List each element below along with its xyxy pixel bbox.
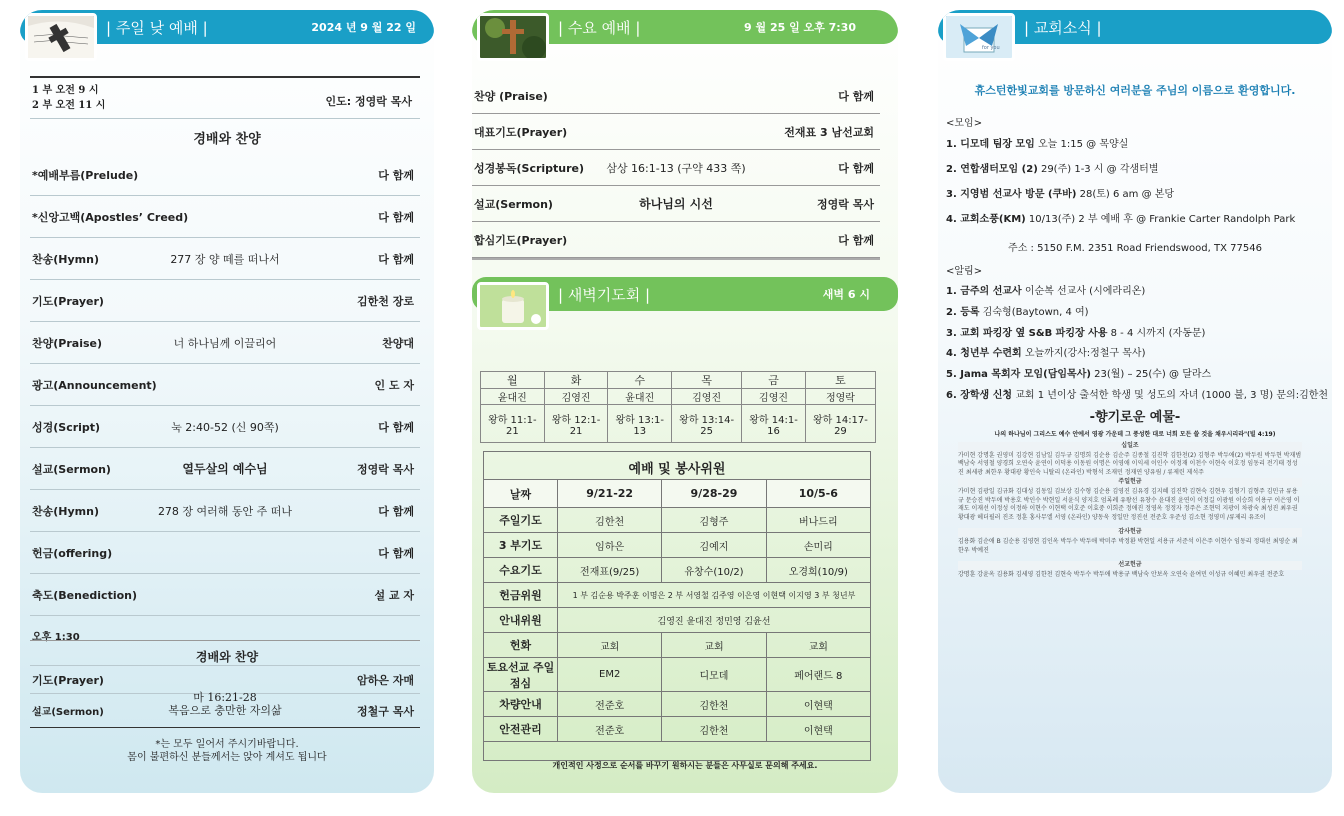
service-time-1: 1 부 오전 9 시 [32, 85, 99, 96]
afternoon-prayer-row [30, 666, 420, 694]
worship-leader: 인도: 정영락 목사 [325, 95, 412, 108]
dawn-day-cell: 화 [544, 372, 608, 389]
row-label: 찬송(Hymn) [32, 252, 99, 266]
dawn-schedule-table [480, 371, 876, 443]
committee-row [484, 583, 871, 608]
news-item-detail: 23(월) – 25(수) @ 달라스 [1090, 369, 1212, 381]
row-leader: 김한천 장로 [357, 294, 414, 308]
dawn-text-cell: 왕하 11:1-21 [481, 405, 545, 443]
row-content: 눅 2:40-52 (신 90쪽) [171, 420, 279, 434]
order-row [30, 196, 420, 238]
dawn-leader-cell: 김영진 [544, 389, 608, 405]
news-item-detail: 8 - 4 시까지 (자동문) [1107, 327, 1206, 339]
committee-member: 김한천 [558, 508, 662, 533]
dawn-text-cell: 왕하 14:17-29 [805, 405, 875, 443]
committee-row [484, 717, 871, 742]
dawn-text-cell: 왕하 12:1-21 [544, 405, 608, 443]
row-leader: 정영락 목사 [357, 462, 414, 476]
dawn-day-cell: 목 [672, 372, 742, 389]
row-content: 삼상 16:1-13 (구약 433 쪽) [606, 161, 746, 175]
wednesday-order-row [472, 150, 880, 186]
row-leader: 다 함께 [378, 210, 414, 224]
tithe-names: 가미현 강명훈 권영미 김강현 김남일 김두규 김명희 김순용 김순주 김종철 김진학 김한천(2) 김형주 박두애(2) 박두원 박두현 박재범 백남숙 서영철 양경희 오연숙 윤연이 이덕용 이동원 이명은 이영애 이익세 이인수 이정재 이천수 이현숙 이호정 임동리 전기태 정성진 최세광 최한우 황대광 황인숙 니탈리 (온라인) 박형석 조재민 정재연 양유림 / 류제린 제석주 [958, 451, 1302, 476]
committee-role: 안내위원 [484, 608, 558, 633]
news-item [946, 365, 1211, 380]
committee-member: 임하은 [558, 533, 662, 558]
row-label: 축도(Benediction) [32, 588, 138, 602]
news-heading: <알림> [946, 266, 983, 277]
row-content: 열두살의 예수님 [182, 462, 268, 476]
committee-member: 1 부 김순용 박주훈 이명은 2 부 서영철 김주영 이은영 이현택 이지영 3 부 청년부 [558, 583, 871, 608]
service-committee-title: 예배 및 봉사위원 [628, 462, 726, 477]
news-item [946, 303, 1089, 318]
sunday-worship-panel [20, 10, 434, 793]
row-label: 찬양(Praise) [32, 336, 102, 350]
row-label: 합심기도(Prayer) [474, 233, 568, 247]
wednesday-title: | 수요 예배 | [558, 18, 641, 37]
offering-verse: 나의 하나님이 그리스도 예수 안에서 영광 가운데 그 풍성한 대로 너희 모든 쓸 것을 채우시리라"(빌 4:19) [994, 431, 1276, 438]
news-item-title: 1. 금주의 선교사 [946, 286, 1022, 297]
dawn-day-cell: 수 [608, 372, 672, 389]
schedule-change-note: 개인적인 사정으로 순서를 바꾸기 원하시는 분들은 사무실로 문의해 주세요. [552, 761, 818, 770]
committee-role: 수요기도 [484, 558, 558, 583]
dawn-leader-cell: 김영진 [742, 389, 806, 405]
sunday-date: 2024 년 9 월 22 일 [311, 21, 416, 34]
row-content: 278 장 여러해 동안 주 떠나 [157, 504, 293, 518]
committee-role: 토요선교 주일점심 [484, 658, 558, 692]
meetings-heading: <모임> [946, 118, 983, 129]
row-label: 찬송(Hymn) [32, 504, 99, 518]
order-row [30, 574, 420, 616]
row-label: 성경봉독(Scripture) [474, 161, 585, 175]
sunday-offering-names: 가미현 김광일 김규화 김대성 김동일 김보상 김수형 김순용 김영진 김유경 김지혜 김진학 김현숙 김현우 김형기 김형주 김민규 류용규 문승진 박두애 박용호 박인수 박현일 서윤식 양지호 엄록례 유왕선 유창수 윤대진 윤연이 이정길 이광원 이승희 이용구 이은영 이재도 이재선 이정성 이정하 이현수 이현택 이호준 이효중 이희준 정애진 정영옥 정정자 정주은 조현덕 지광이 차광숙 최성진 최우권 황대광 헤더필러 진조 정훈 홍사무엘 서영 (온라인) 양동욱 정일만 정진선 전준호 우준성 김소현 정영미 /류제리 유조이 [958, 487, 1300, 521]
dawn-day-cell: 월 [481, 372, 545, 389]
order-row [30, 532, 420, 574]
committee-member: 이현택 [766, 717, 870, 742]
news-title: | 교회소식 | [1024, 18, 1102, 37]
wednesday-date: 9 월 25 일 오후 7:30 [744, 21, 856, 34]
wooden-cross-image [477, 13, 549, 61]
row-content: 너 하나님께 이끌리어 [173, 336, 277, 350]
news-item-title: 6. 장학생 신청 [946, 390, 1013, 401]
committee-row [484, 533, 871, 558]
news-item-detail: 오늘까지(강사:정철구 목사) [1021, 348, 1146, 360]
sunday-title: | 주일 낮 예배 | [106, 18, 208, 37]
row-leader: 다 함께 [838, 161, 874, 175]
row-leader: 다 함께 [378, 546, 414, 560]
news-item-detail: 김숙형(Baytown, 4 여) [979, 306, 1089, 318]
dawn-leader-cell: 김영진 [672, 389, 742, 405]
committee-row [484, 508, 871, 533]
row-label: 기도(Prayer) [32, 673, 104, 687]
news-item-detail: 교회 1 년이상 출석한 학생 및 성도의 자녀 (1000 불, 3 명) 문의:김한천 [1012, 390, 1329, 401]
row-label: *신앙고백(Apostles’ Creed) [32, 210, 189, 224]
committee-member: 손미리 [766, 533, 870, 558]
committee-member: 유창수(10/2) [662, 558, 766, 583]
news-item [946, 386, 1328, 401]
row-label: 성경(Script) [32, 420, 101, 434]
order-row [30, 490, 420, 532]
news-item-title: 4. 청년부 수련회 [946, 348, 1022, 360]
standing-note: *는 모두 일어서 주시기바랍니다. [155, 739, 299, 750]
top-rule [30, 76, 420, 78]
thanks-offering-names: 김용화 김순애 B 김순용 김영현 김인옥 박두수 박두애 박미주 박정환 박현일 서용규 서준석 이은주 이현수 임동리 정대선 최영순 최한우 박예진 [958, 537, 1298, 554]
committee-member: 이현택 [766, 692, 870, 717]
row-leader: 다 함께 [838, 89, 874, 103]
thanks-offering-heading: 감사헌금 [958, 528, 1302, 537]
committee-member: 페어랜드 8 [766, 658, 870, 692]
meets-item [946, 185, 1174, 200]
row-label: 대표기도(Prayer) [474, 125, 568, 139]
meets-item [946, 210, 1295, 225]
row-label: 찬양 (Praise) [474, 89, 548, 103]
order-row [30, 406, 420, 448]
dawn-text-cell: 왕하 13:1-13 [608, 405, 672, 443]
dawn-leader-cell: 정영락 [805, 389, 875, 405]
committee-member: 교회 [766, 633, 870, 658]
candle-image [477, 282, 549, 330]
offering-title: -향기로운 예물- [1089, 410, 1181, 425]
park-address: 주소 : 5150 F.M. 2351 Road Friendswood, TX 77546 [1008, 243, 1262, 254]
row-label: 헌금(offering) [32, 546, 113, 560]
news-item-title: 3. 교회 파킹장 옆 S&B 파킹장 사용 [946, 327, 1108, 339]
afternoon-praise-heading: 경배와 찬양 [195, 650, 259, 664]
wednesday-order-row [472, 186, 880, 222]
committee-member: 디모데 [662, 658, 766, 692]
wednesday-order-row [472, 114, 880, 150]
sunday-offering-heading: 주일헌금 [958, 478, 1302, 487]
order-row [30, 238, 420, 280]
sermon-title: 복음으로 충만한 자의삶 [168, 704, 282, 717]
tithe-heading: 십일조 [958, 442, 1302, 451]
committee-row [484, 633, 871, 658]
committee-header-cell: 9/21-22 [558, 480, 662, 508]
gift-image [943, 13, 1015, 61]
mission-offering-names: 강명훈 강윤옥 김용화 김세영 김한천 김현숙 박두수 박두애 박용규 백남숙 안보옥 오연숙 윤여민 이성규 이혜민 최우권 전준호 [958, 570, 1285, 578]
row-label: 기도(Prayer) [32, 294, 104, 308]
dawn-leader-cell: 윤대진 [481, 389, 545, 405]
committee-role: 차량안내 [484, 692, 558, 717]
committee-member: 버나드리 [766, 508, 870, 533]
row-label: 설교(Sermon) [32, 707, 104, 718]
committee-role: 헌금위원 [484, 583, 558, 608]
meets-item-detail: 28(토) 6 am @ 본당 [1076, 189, 1175, 200]
meets-item-detail: 29(주) 1-3 시 @ 각샘터별 [1037, 164, 1159, 175]
dawn-text-cell: 왕하 13:14-25 [672, 405, 742, 443]
committee-member: EM2 [558, 658, 662, 692]
committee-role: 3 부기도 [484, 533, 558, 558]
news-item-detail: 이순복 선교사 (시에라리온) [1021, 286, 1146, 297]
committee-member: 전준호 [558, 692, 662, 717]
welcome-message: 휴스턴한빛교회를 방문하신 여러분을 주님의 이름으로 환영합니다. [974, 84, 1296, 97]
row-leader: 설 교 자 [374, 588, 414, 602]
mission-offering-heading: 선교헌금 [958, 561, 1302, 570]
church-news-panel [938, 10, 1332, 793]
committee-header-row [484, 480, 871, 508]
svg-text:for you: for you [982, 45, 1000, 51]
dawn-day-cell: 토 [805, 372, 875, 389]
committee-member: 김영진 윤대진 정민영 김윤선 [558, 608, 871, 633]
afternoon-sermon-row [30, 691, 420, 728]
row-leader: 다 함께 [378, 168, 414, 182]
committee-row [484, 692, 871, 717]
row-leader: 정영락 목사 [817, 197, 874, 211]
committee-row [484, 558, 871, 583]
committee-member: 김형주 [662, 508, 766, 533]
committee-role: 주일기도 [484, 508, 558, 533]
row-label: 광고(Announcement) [32, 378, 157, 392]
row-label: 설교(Sermon) [474, 197, 553, 211]
committee-member: 전준호 [558, 717, 662, 742]
row-leader: 전재표 3 남선교회 [784, 125, 874, 139]
wednesday-order-row [472, 78, 880, 114]
meets-item-title: 2. 연합샘터모임 (2) [946, 164, 1038, 175]
section-divider [472, 258, 880, 260]
meets-item-title: 3. 지영범 선교사 방문 (쿠바) [946, 189, 1077, 200]
meets-item-title: 1. 디모데 팀장 모임 [946, 139, 1035, 150]
committee-header-cell: 날짜 [484, 480, 558, 508]
row-leader: 정철구 목사 [357, 704, 414, 718]
news-item [946, 282, 1145, 297]
meets-item-detail: 10/13(주) 2 부 예배 후 @ Frankie Carter Randolph Park [1025, 214, 1296, 225]
row-leader: 찬양대 [382, 336, 414, 350]
committee-role: 헌화 [484, 633, 558, 658]
order-row [30, 322, 420, 364]
row-leader: 다 함께 [838, 233, 874, 247]
news-item-title: 2. 등록 [946, 306, 980, 318]
dawn-day-cell: 금 [742, 372, 806, 389]
meets-item [946, 160, 1159, 175]
order-row [30, 448, 420, 490]
service-committee-table [483, 479, 871, 742]
meets-item-title: 4. 교회소풍(KM) [946, 214, 1026, 225]
wednesday-worship-panel [472, 10, 898, 793]
sermon-scripture: 마 16:21-28 [193, 691, 257, 704]
row-leader: 다 함께 [378, 420, 414, 434]
committee-member: 김한천 [662, 717, 766, 742]
dawn-time: 새벽 6 시 [822, 288, 870, 301]
committee-header-cell: 10/5-6 [766, 480, 870, 508]
wednesday-order-row [472, 222, 880, 258]
meets-item [946, 135, 1128, 150]
row-leader: 암하은 자매 [357, 673, 414, 687]
news-item-title: 5. Jama 목회자 모임(담임목사) [946, 369, 1091, 381]
order-row [30, 154, 420, 196]
tithe-box [958, 441, 1302, 579]
committee-row [484, 608, 871, 633]
seated-note: 몸이 불편하신 분들께서는 앉아 계셔도 됩니다 [127, 752, 327, 763]
bible-cross-image [25, 13, 97, 61]
dawn-title: | 새벽기도회 | [558, 285, 651, 304]
news-item [946, 324, 1205, 339]
row-leader: 다 함께 [378, 504, 414, 518]
dawn-text-cell: 왕하 14:1-16 [742, 405, 806, 443]
committee-member: 교회 [662, 633, 766, 658]
committee-member: 김예지 [662, 533, 766, 558]
committee-role: 안전관리 [484, 717, 558, 742]
row-content: 하나님의 시선 [639, 197, 713, 211]
committee-row [484, 658, 871, 692]
dawn-leader-cell: 윤대진 [608, 389, 672, 405]
row-leader: 다 함께 [378, 252, 414, 266]
committee-member: 김한천 [662, 692, 766, 717]
committee-member: 전재표(9/25) [558, 558, 662, 583]
row-content: 277 장 양 떼를 떠나서 [170, 252, 280, 266]
praise-heading: 경배와 찬양 [193, 132, 261, 147]
row-label: 설교(Sermon) [32, 462, 111, 476]
committee-member: 교회 [558, 633, 662, 658]
news-item [946, 344, 1145, 359]
row-leader: 인 도 자 [374, 378, 414, 392]
meets-item-detail: 오늘 1:15 @ 목양실 [1034, 139, 1129, 150]
order-row [30, 280, 420, 322]
committee-member: 오경희(10/9) [766, 558, 870, 583]
committee-header-cell: 9/28-29 [662, 480, 766, 508]
row-label: *예배부름(Prelude) [32, 168, 139, 182]
afternoon-time: 오후 1:30 [32, 632, 80, 643]
order-row [30, 364, 420, 406]
service-time-2: 2 부 오전 11 시 [32, 100, 106, 111]
